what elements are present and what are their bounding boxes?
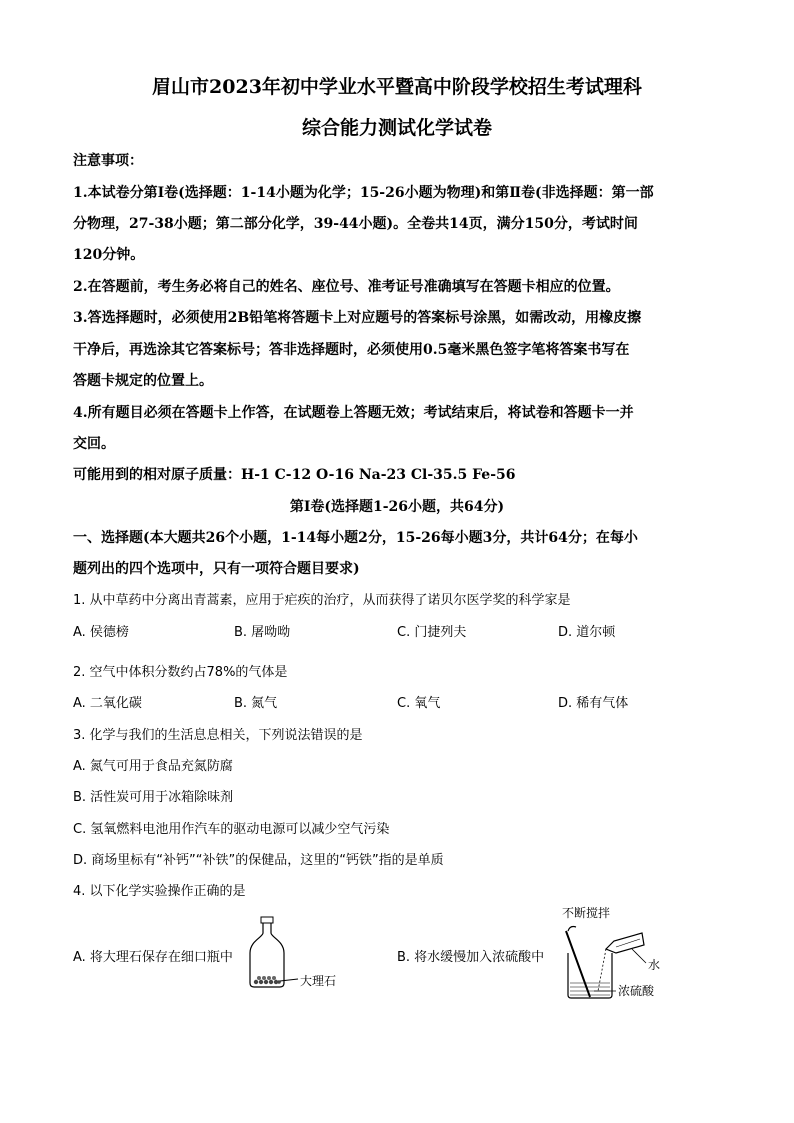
notes-line: 交回。 [73, 436, 115, 452]
question-3-stem: 3. 化学与我们的生活息息相关，下列说法错误的是 [73, 728, 363, 743]
notes-line: 分物理，27-38小题；第二部分化学，39-44小题)。全卷共14页，满分150分，考试时间 [73, 216, 638, 232]
question-3-option-a: A. 氮气可用于食品充氮防腐 [73, 759, 233, 774]
question-3-option-d: D. 商场里标有“补钙”“补铁”的保健品，这里的“钙铁”指的是单质 [73, 853, 444, 868]
question-4-option-b: B. 将水缓慢加入浓硫酸中 [397, 950, 545, 965]
question-1-option-d: D. 道尔顿 [558, 625, 616, 640]
acid-liquid-lines [570, 983, 610, 995]
exam-title-line1: 眉山市2023年初中学业水平暨高中阶段学校招生考试理科 [152, 76, 642, 98]
bottle-stopper [261, 917, 273, 923]
question-2-option-d: D. 稀有气体 [558, 696, 629, 711]
water-stream [598, 949, 606, 991]
section-heading: 题列出的四个选项中，只有一项符合题目要求) [73, 561, 360, 577]
water-bottle [606, 933, 644, 953]
notes-line: 答题卡规定的位置上。 [73, 373, 213, 389]
marble-label: 大理石 [300, 974, 337, 988]
stir-arrow-icon [568, 927, 576, 932]
water-leader-line [632, 949, 646, 963]
acid-label: 浓硫酸 [618, 984, 655, 998]
question-2-option-b: B. 氮气 [234, 696, 278, 711]
stir-label: 不断搅拌 [562, 906, 611, 920]
notes-line: 120分钟。 [73, 247, 145, 263]
water-bottle-liquid [616, 939, 640, 947]
notes-line: 4.所有题目必须在答题卡上作答，在试题卷上答题无效；考试结束后，将试卷和答题卡一并 [73, 405, 634, 421]
question-1-stem: 1. 从中草药中分离出青蒿素，应用于疟疾的治疗，从而获得了诺贝尔医学奖的科学家是 [73, 593, 571, 608]
section-heading: 一、选择题(本大题共26个小题，1-14每小题2分，15-26每小题3分，共计64分；在每小 [73, 530, 638, 546]
notes-line: 3.答选择题时，必须使用2B铅笔将答题卡上对应题号的答案标号涂黑，如需改动，用橡皮擦 [73, 310, 642, 326]
question-3-option-b: B. 活性炭可用于冰箱除味剂 [73, 790, 234, 805]
question-1-option-b: B. 屠呦呦 [234, 625, 291, 640]
marble-pieces [254, 976, 281, 984]
notes-line: 干净后，再选涂其它答案标号；答非选择题时，必须使用0.5毫米黑色签字笔将答案书写在 [73, 342, 630, 358]
exam-title-line2: 综合能力测试化学试卷 [301, 117, 492, 139]
section-title: 第Ⅰ卷(选择题1-26小题，共64分) [289, 499, 505, 515]
marble-leader-line [280, 979, 298, 981]
notes-line: 1.本试卷分第Ⅰ卷(选择题：1-14小题为化学；15-26小题为物理)和第Ⅱ卷(非选择题：第一部 [73, 185, 654, 201]
question-1-option-a: A. 侯德榜 [73, 625, 129, 640]
notes-line: 2.在答题前，考生务必将自己的姓名、座位号、准考证号准确填写在答题卡相应的位置。 [73, 279, 620, 295]
question-1-option-c: C. 门捷列夫 [397, 625, 467, 640]
water-label: 水 [648, 958, 661, 972]
question-2-option-a: A. 二氧化碳 [73, 696, 142, 711]
question-4-option-a: A. 将大理石保存在细口瓶中 [73, 950, 233, 965]
notes-heading: 注意事项： [73, 153, 143, 169]
question-2-option-c: C. 氧气 [397, 696, 441, 711]
question-3-option-c: C. 氢氧燃料电池用作汽车的驱动电源可以减少空气污染 [73, 822, 390, 837]
acid-dilution-figure [554, 905, 684, 1005]
atomic-mass-line: 可能用到的相对原子质量：H-1 C-12 O-16 Na-23 Cl-35.5 Fe-56 [73, 467, 516, 483]
narrow-mouth-bottle-figure [244, 915, 364, 995]
question-2-stem: 2. 空气中体积分数约占78%的气体是 [73, 665, 288, 680]
bottle-body [250, 923, 284, 987]
question-4-stem: 4. 以下化学实验操作正确的是 [73, 884, 246, 899]
